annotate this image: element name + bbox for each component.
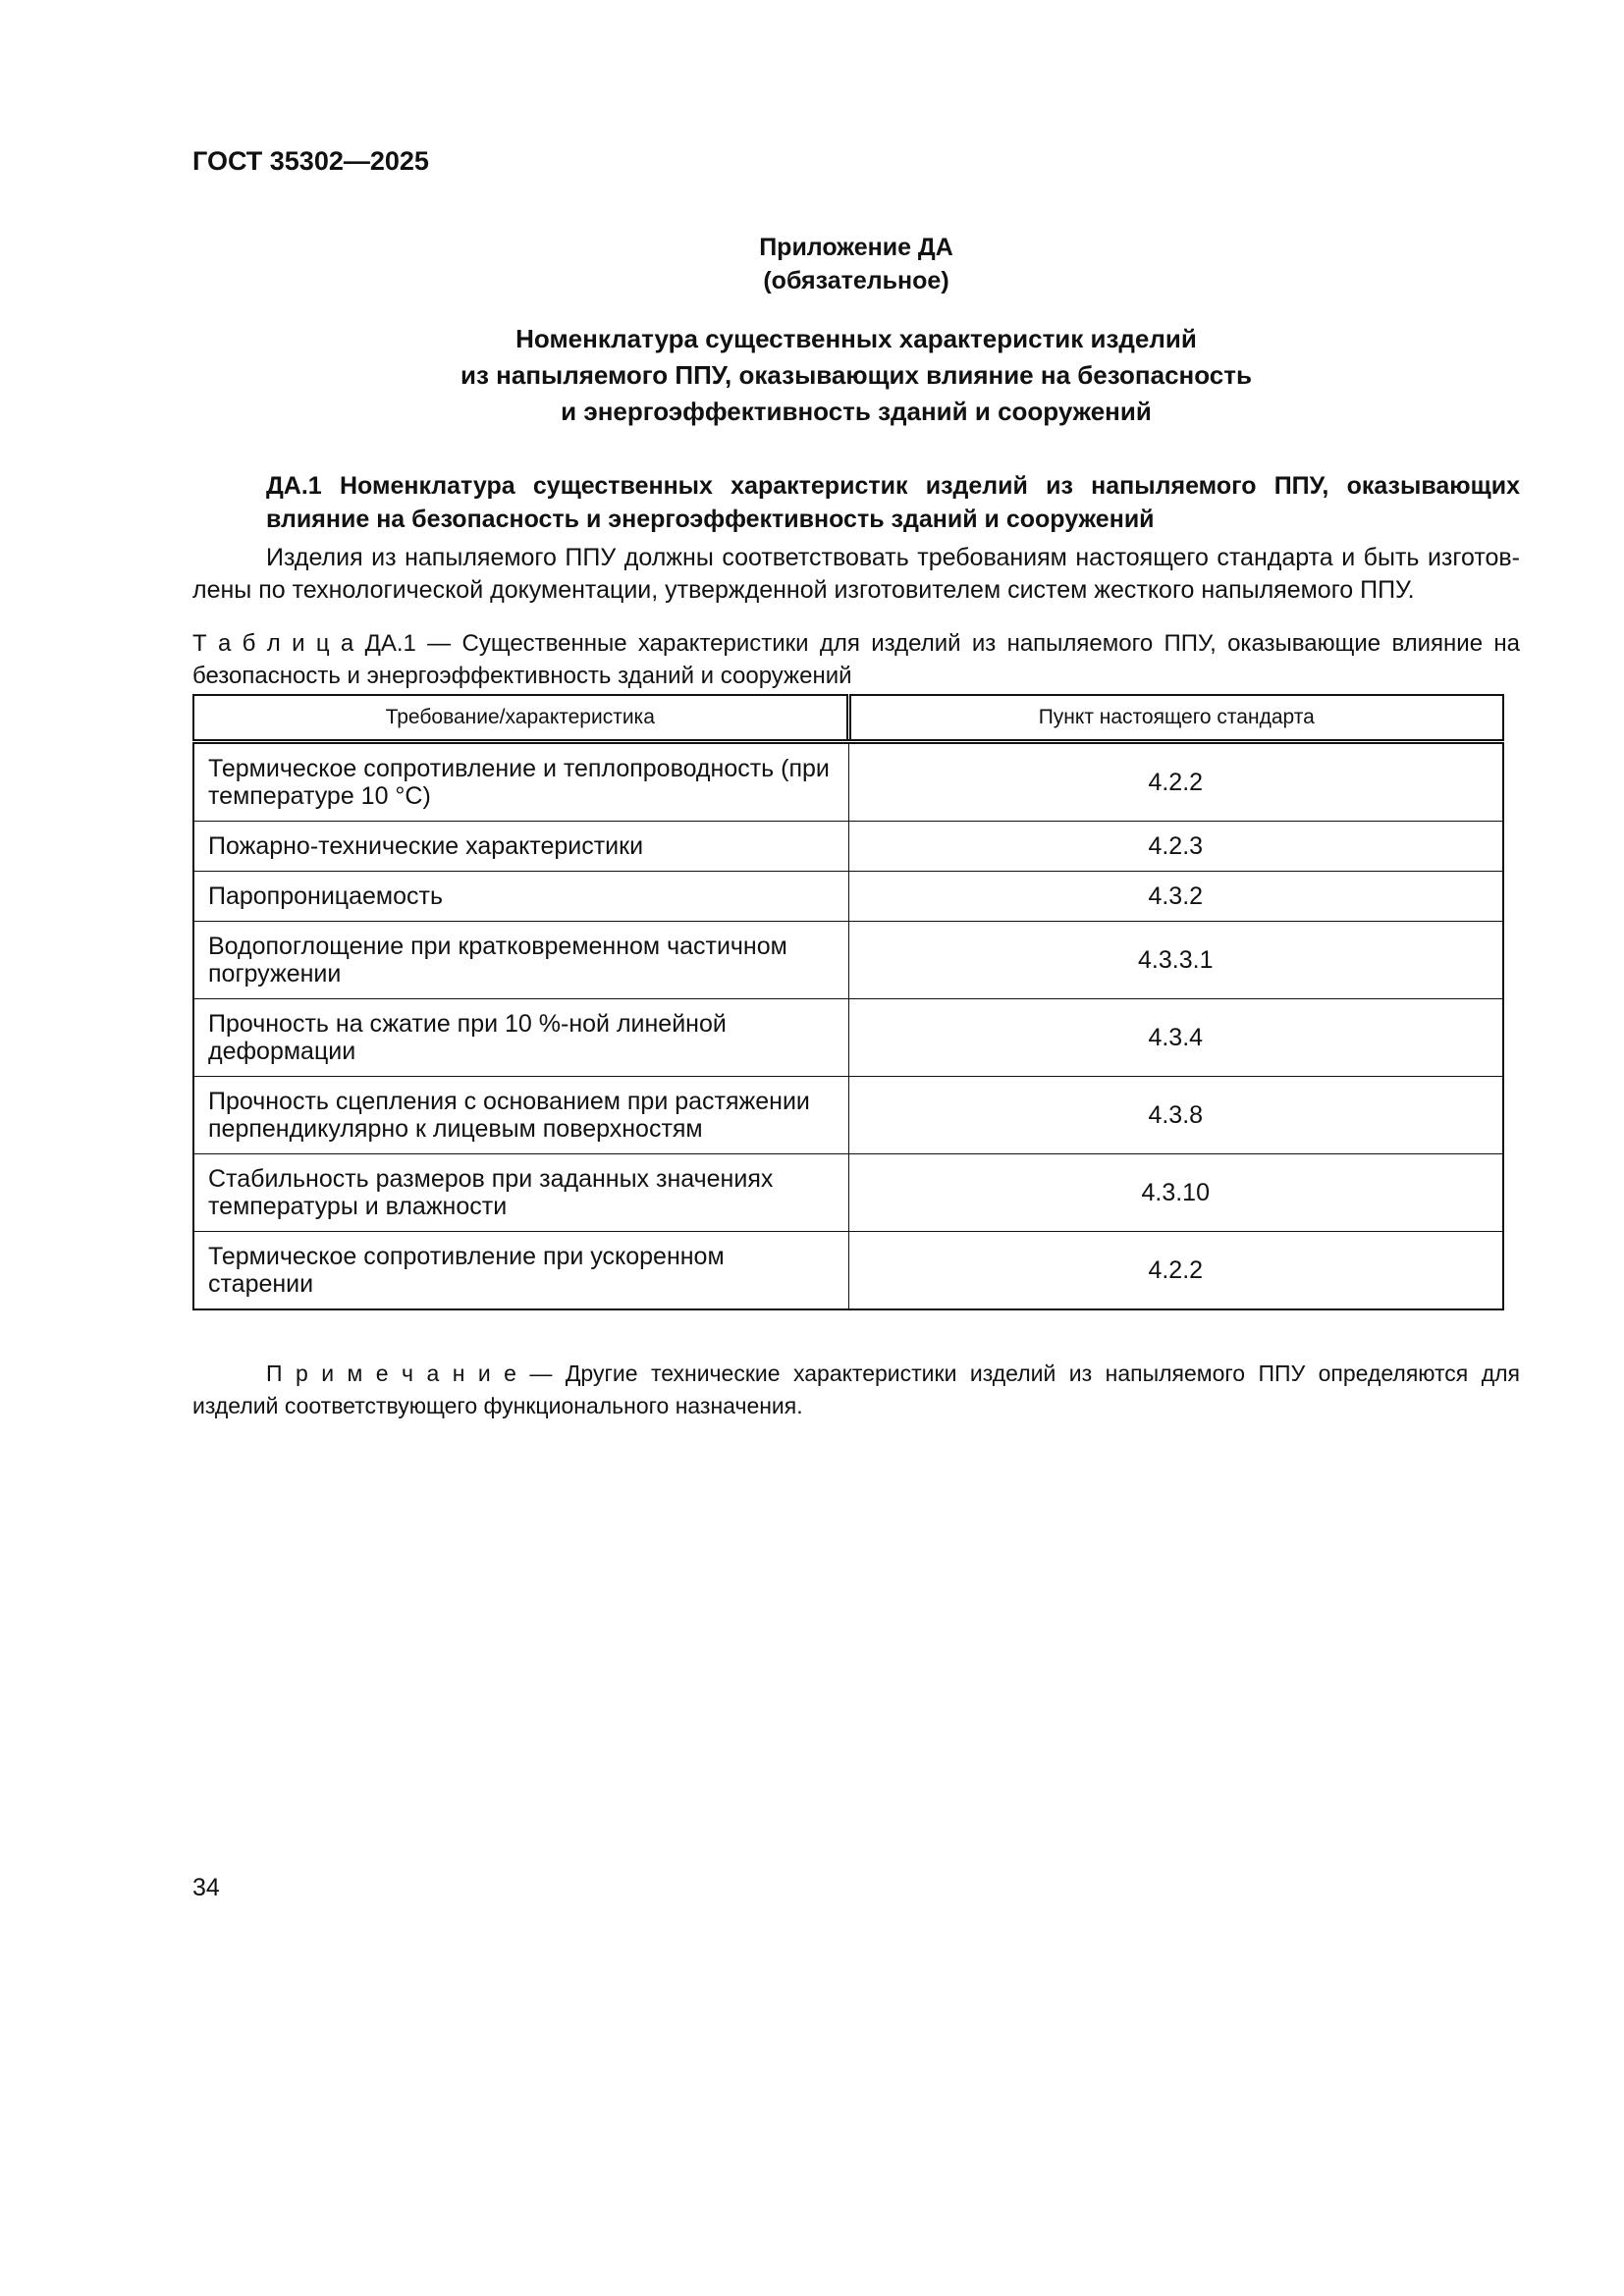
table-caption	[192, 627, 1520, 692]
table-row	[193, 999, 1503, 1077]
cell-characteristic: Термическое сопротивление и теплопроводность (при температуре 10 °С)	[193, 742, 848, 822]
body-paragraph-line: лены по технологической документации, утвержденной изготовителем систем жесткого напыляемого ППУ.	[192, 576, 1415, 604]
characteristics-table	[192, 694, 1504, 1310]
table-row	[193, 922, 1503, 999]
cell-characteristic: Термическое сопротивление при ускоренном старении	[193, 1232, 848, 1310]
cell-clause: 4.2.2	[848, 742, 1503, 822]
appendix-title-line: и энергоэффективность зданий и сооружений	[561, 397, 1152, 426]
column-header-clause: Пункт настоящего стандарта	[848, 695, 1503, 742]
section-heading-line: влияние на безопасность и энергоэффективность зданий и сооружений	[266, 506, 1155, 533]
page-content	[192, 0, 1520, 1422]
cell-clause: 4.3.3.1	[848, 922, 1503, 999]
table-row	[193, 1232, 1503, 1310]
appendix-title-line: Номенклатура существенных характеристик изделий	[515, 324, 1197, 353]
table-row	[193, 822, 1503, 872]
table-row	[193, 872, 1503, 922]
document-header: ГОСТ 35302—2025	[192, 146, 429, 176]
cell-clause: 4.3.2	[848, 872, 1503, 922]
cell-clause: 4.3.10	[848, 1154, 1503, 1232]
body-paragraph	[192, 542, 1520, 607]
cell-characteristic: Прочность сцепления с основанием при растяжении перпендикулярно к лицевым поверхностям	[193, 1077, 848, 1154]
cell-characteristic: Паропроницаемость	[193, 872, 848, 922]
note-line: П р и м е ч а н и е — Другие технические характеристики изделий из напыляемого ППУ определяются для	[266, 1361, 1520, 1386]
appendix-label: Приложение ДА	[759, 234, 953, 261]
table-row	[193, 1077, 1503, 1154]
cell-clause: 4.2.2	[848, 1232, 1503, 1310]
section-heading-line: ДА.1 Номенклатура существенных характеристик изделий из напыляемого ППУ, оказывающих	[266, 472, 1520, 500]
cell-characteristic: Водопоглощение при кратковременном частичном погружении	[193, 922, 848, 999]
table-caption-line: Т а б л и ц а ДА.1 — Существенные характеристики для изделий из напыляемого ППУ, оказывающие влияние на	[192, 630, 1520, 657]
appendix-title	[192, 321, 1520, 430]
table-header-row	[193, 695, 1503, 742]
cell-characteristic: Пожарно-технические характеристики	[193, 822, 848, 872]
section-heading	[192, 469, 1520, 536]
column-header-characteristic: Требование/характеристика	[193, 695, 848, 742]
cell-clause: 4.3.8	[848, 1077, 1503, 1154]
table-row	[193, 1154, 1503, 1232]
page-number: 34	[192, 1874, 220, 1901]
cell-characteristic: Прочность на сжатие при 10 %-ной линейной деформации	[193, 999, 848, 1077]
table-row	[193, 742, 1503, 822]
appendix-obligation: (обязательное)	[763, 267, 949, 294]
cell-characteristic: Стабильность размеров при заданных значениях температуры и влажности	[193, 1154, 848, 1232]
table-caption-line: безопасность и энергоэффективность зданий и сооружений	[192, 663, 852, 689]
cell-clause: 4.2.3	[848, 822, 1503, 872]
appendix-title-line: из напыляемого ППУ, оказывающих влияние на безопасность	[460, 360, 1252, 390]
note-paragraph	[192, 1358, 1520, 1422]
appendix-label-block	[192, 231, 1520, 297]
cell-clause: 4.3.4	[848, 999, 1503, 1077]
note-line: изделий соответствующего функционального назначения.	[192, 1393, 803, 1418]
body-paragraph-line: Изделия из напыляемого ППУ должны соответствовать требованиям настоящего стандарта и быть изготов-	[266, 544, 1520, 571]
